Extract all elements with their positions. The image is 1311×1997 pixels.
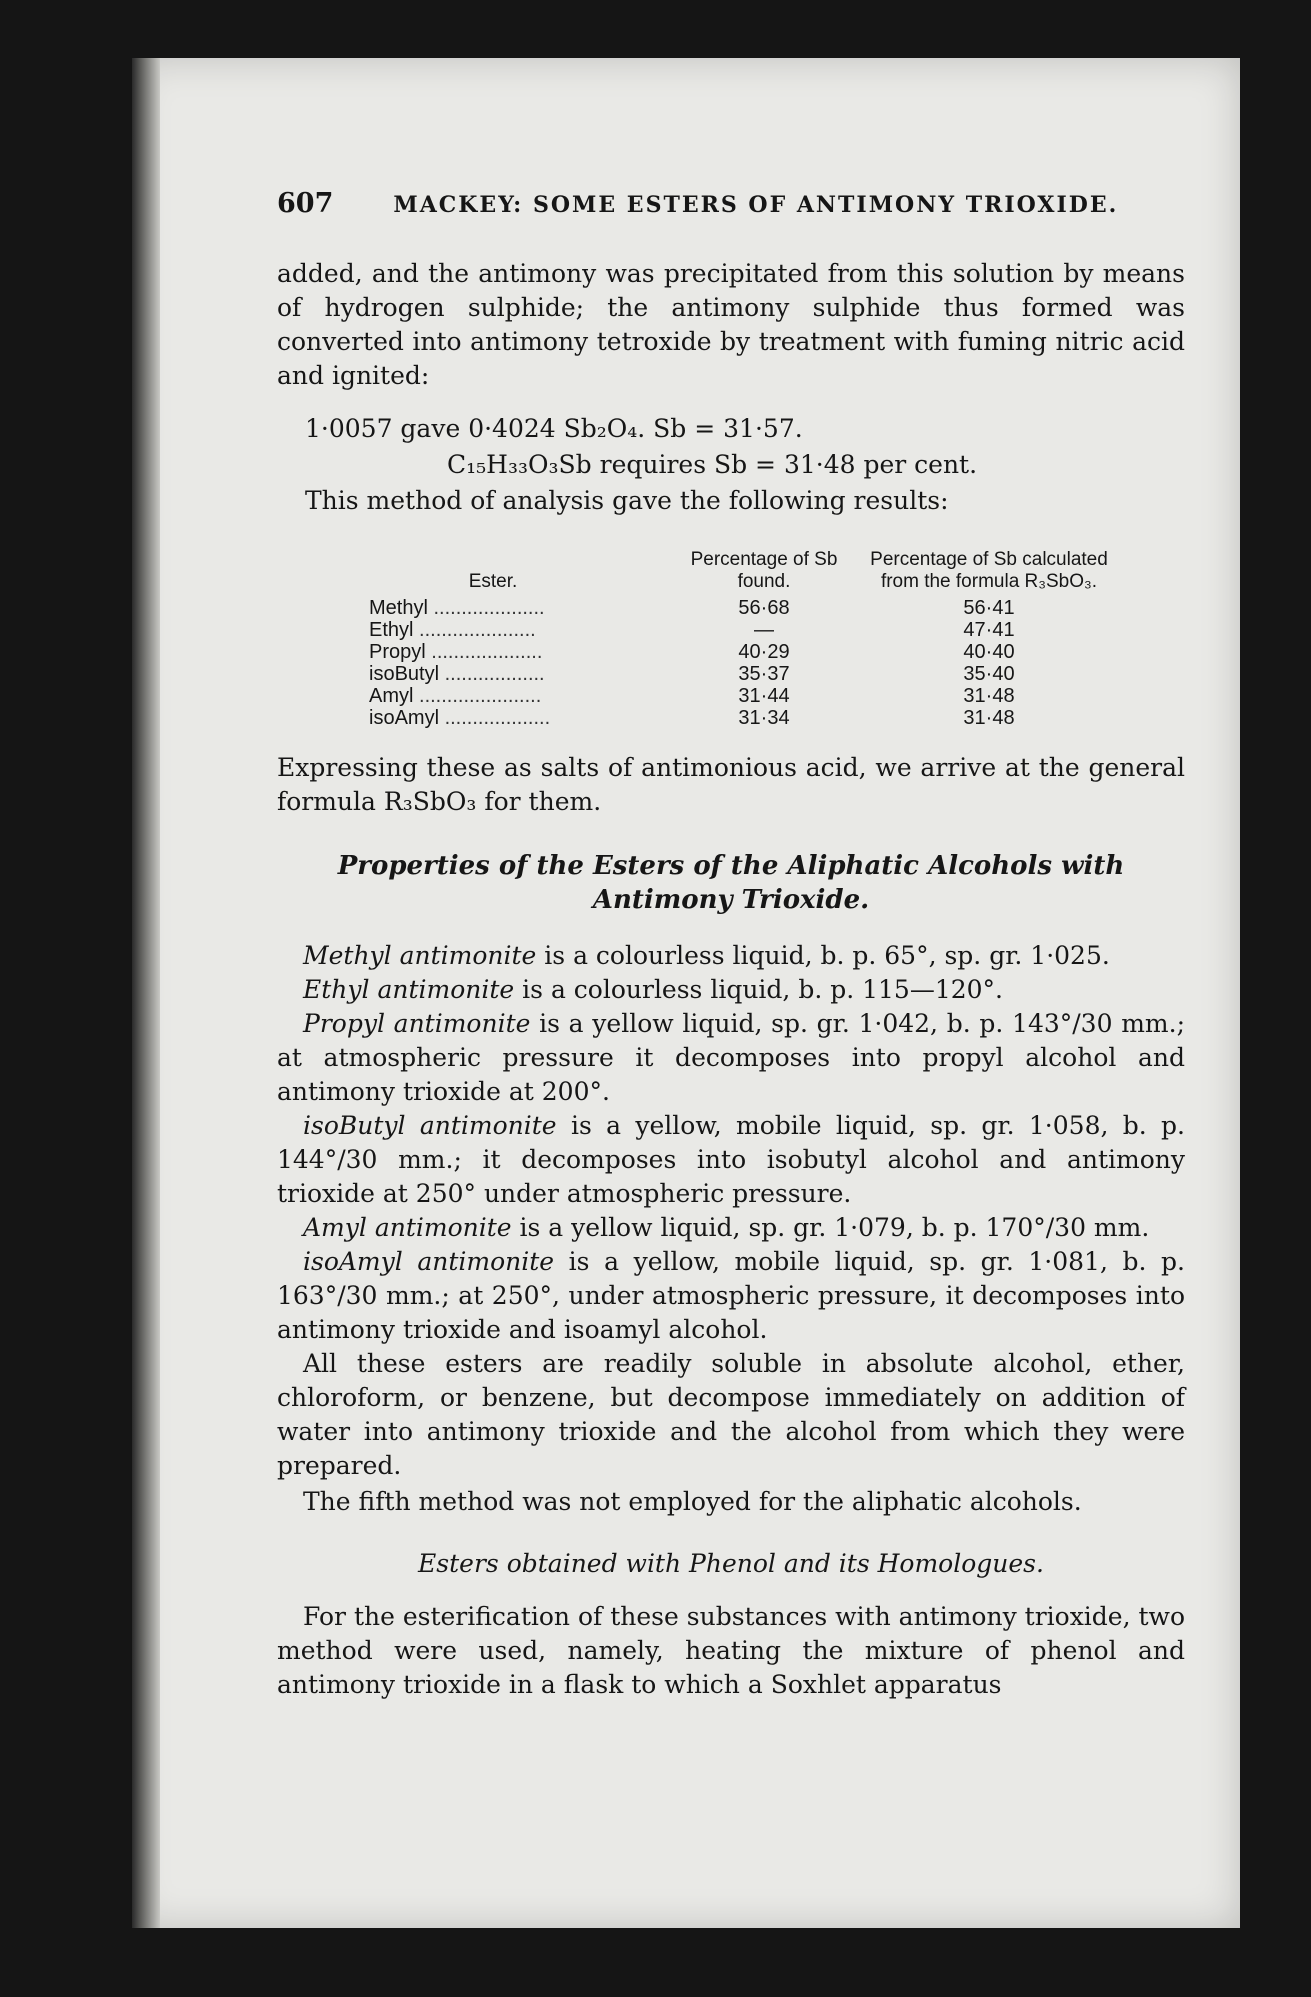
sb-found-cell: 31·34 bbox=[738, 707, 790, 729]
book-page bbox=[132, 58, 1240, 1928]
compound-name: Amyl antimonite bbox=[303, 1213, 512, 1242]
leader-dots: ................... bbox=[439, 707, 551, 729]
results-table bbox=[277, 549, 1119, 729]
section-heading-phenol: Esters obtained with Phenol and its Homologues. bbox=[418, 1549, 1044, 1578]
section-heading-aliphatic: Properties of the Esters of the Aliphatic Alcohols with Antimony Trioxide. bbox=[337, 851, 1125, 915]
formula-paragraph: Expressing these as salts of antimonious acid, we arrive at the general formula R₃SbO₃ for them. bbox=[277, 753, 1185, 816]
compound-name: isoButyl antimonite bbox=[303, 1111, 557, 1140]
ester-name-cell bbox=[277, 707, 669, 729]
leader-dots: ...................... bbox=[413, 685, 542, 707]
page-binding-edge bbox=[132, 58, 160, 1928]
intro-paragraph: added, and the antimony was precipitated from this solution by means of hydrogen sulphide; the antimony sulphide thus formed was converted into antimony tetroxide by treatment with fuming nitric acid and ignited: bbox=[277, 259, 1185, 390]
results-table-row bbox=[277, 597, 1119, 619]
property-paragraph bbox=[277, 1245, 1185, 1347]
sb-calculated-cell: 31·48 bbox=[963, 707, 1015, 729]
compound-description: is a yellow liquid, sp. gr. 1·079, b. p. 170°/30 mm. bbox=[511, 1213, 1150, 1242]
ester-name-cell bbox=[277, 597, 669, 619]
ester-name-cell bbox=[277, 685, 669, 707]
results-table-header-row bbox=[277, 549, 1119, 597]
solubility-paragraph: All these esters are readily soluble in absolute alcohol, ether, chloroform, or benzene, but decompose immediately on addition of water into antimony trioxide and the alcohol from which they were prepared. bbox=[277, 1349, 1185, 1480]
sb-calculated-cell: 56·41 bbox=[963, 597, 1015, 619]
results-table-row bbox=[277, 663, 1119, 685]
property-paragraph bbox=[277, 973, 1185, 1007]
results-table-row bbox=[277, 685, 1119, 707]
compound-description: is a yellow, mobile liquid, sp. gr. 1·081, b. p. 163°/30 mm.; at 250°, under atmospheric pressure, it decomposes into antimony trioxide and isoamyl alcohol. bbox=[277, 1247, 1185, 1344]
running-title: MACKEY: SOME ESTERS OF ANTIMONY TRIOXIDE. bbox=[393, 192, 1119, 218]
sb-found-cell: 35·37 bbox=[738, 663, 790, 685]
compound-name: isoAmyl antimonite bbox=[303, 1247, 555, 1276]
final-paragraph: For the esterification of these substances with antimony trioxide, two method were used, namely, heating the mixture of phenol and antimony trioxide in a flask to which a Soxhlet apparatus bbox=[277, 1602, 1185, 1699]
property-paragraph bbox=[277, 1211, 1185, 1245]
ester-name: isoAmyl bbox=[369, 707, 440, 729]
sb-calculated-cell: 40·40 bbox=[963, 641, 1015, 663]
leader-dots: .................. bbox=[439, 663, 545, 685]
header-calculated: Percentage of Sb calculated from the formula R₃SbO₃. bbox=[870, 549, 1108, 592]
ester-name-cell bbox=[277, 641, 669, 663]
fifth-method-paragraph: The fifth method was not employed for the aliphatic alcohols. bbox=[303, 1487, 1082, 1516]
leader-dots: ..................... bbox=[413, 619, 536, 641]
running-head bbox=[277, 188, 1185, 219]
sb-calculated-cell: 35·40 bbox=[963, 663, 1015, 685]
compound-description: is a colourless liquid, b. p. 115—120°. bbox=[514, 975, 1004, 1004]
results-table-row bbox=[277, 707, 1119, 729]
ester-name: isoButyl bbox=[369, 663, 440, 685]
compound-description: is a colourless liquid, b. p. 65°, sp. gr. 1·025. bbox=[536, 941, 1110, 970]
compound-description: is a yellow liquid, sp. gr. 1·042, b. p. 143°/30 mm.; at atmospheric pressure it decomposes into propyl alcohol and antimony trioxide at 200°. bbox=[277, 1009, 1185, 1106]
sb-found-cell: 40·29 bbox=[738, 641, 790, 663]
properties-list bbox=[277, 939, 1185, 1347]
property-paragraph bbox=[277, 1007, 1185, 1109]
ester-name-cell bbox=[277, 663, 669, 685]
sb-found-cell: 31·44 bbox=[738, 685, 790, 707]
sb-calculated-cell: 47·41 bbox=[963, 619, 1015, 641]
compound-description: is a yellow, mobile liquid, sp. gr. 1·058, b. p. 144°/30 mm.; it decomposes into isobutyl alcohol and antimony trioxide at 250° under atmospheric pressure. bbox=[277, 1111, 1185, 1208]
header-ester: Ester. bbox=[468, 571, 518, 592]
calculation-line-2: C₁₅H₃₃O₃Sb requires Sb = 31·48 per cent. bbox=[447, 450, 978, 479]
leader-dots: .................... bbox=[427, 597, 545, 619]
sb-found-cell: 56·68 bbox=[738, 597, 790, 619]
leader-dots: .................... bbox=[425, 641, 543, 663]
calculation-line-3: This method of analysis gave the following results: bbox=[305, 486, 949, 515]
results-table-row bbox=[277, 619, 1119, 641]
sb-found-cell: — bbox=[754, 619, 774, 641]
property-paragraph bbox=[277, 939, 1185, 973]
compound-name: Methyl antimonite bbox=[303, 941, 537, 970]
ester-name: Amyl bbox=[369, 685, 414, 707]
ester-name: Ethyl bbox=[369, 619, 414, 641]
ester-name: Methyl bbox=[369, 597, 428, 619]
ester-name-cell bbox=[277, 619, 669, 641]
property-paragraph bbox=[277, 1109, 1185, 1211]
page-number: 607 bbox=[277, 188, 334, 219]
header-found: Percentage of Sb found. bbox=[690, 549, 838, 592]
results-table-row bbox=[277, 641, 1119, 663]
compound-name: Ethyl antimonite bbox=[303, 975, 515, 1004]
sb-calculated-cell: 31·48 bbox=[963, 685, 1015, 707]
ester-name: Propyl bbox=[369, 641, 426, 663]
calculation-line-1: 1·0057 gave 0·4024 Sb₂O₄. Sb = 31·57. bbox=[305, 414, 803, 443]
compound-name: Propyl antimonite bbox=[303, 1009, 531, 1038]
calculation-block bbox=[277, 411, 1185, 519]
page-content bbox=[277, 188, 1185, 1702]
